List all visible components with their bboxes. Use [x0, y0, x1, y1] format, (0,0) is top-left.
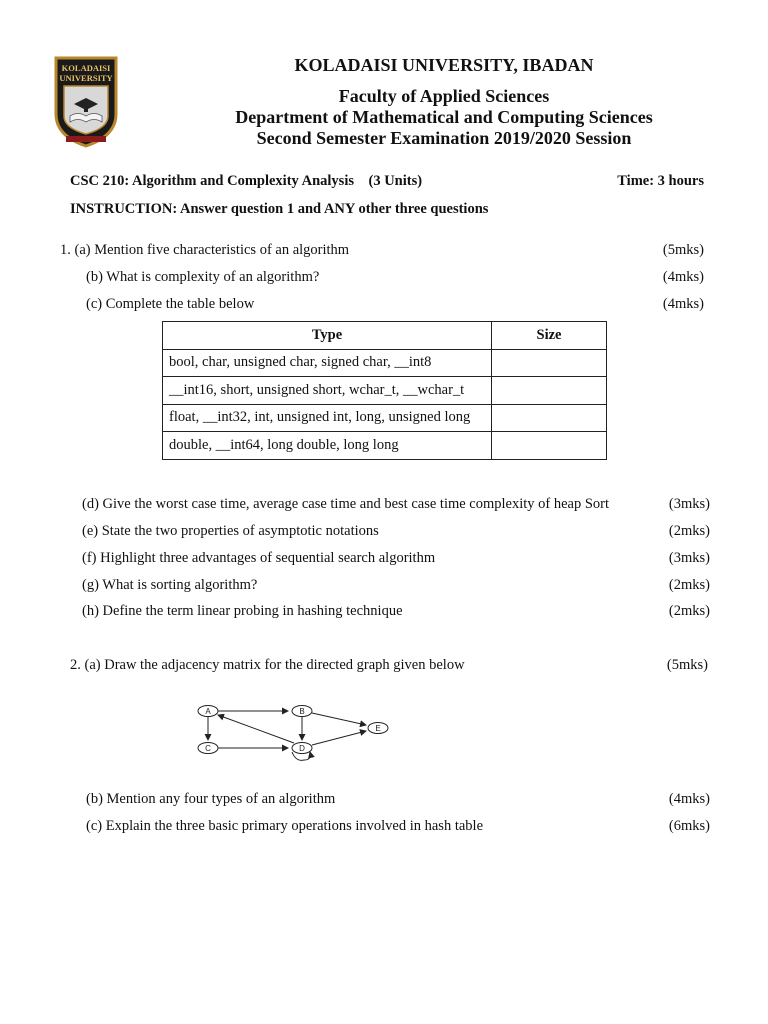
- q2c-marks: (6mks): [668, 818, 710, 834]
- exam-title: Second Semester Examination 2019/2020 Session: [256, 128, 632, 148]
- course-title: CSC 210: Algorithm and Complexity Analysis (3 Units): [70, 173, 423, 189]
- instruction: INSTRUCTION: Answer question 1 and ANY other three questions: [70, 201, 489, 217]
- university-name: KOLADAISI UNIVERSITY, IBADAN: [294, 55, 594, 75]
- q2b-marks: (4mks): [668, 791, 710, 807]
- table-row: [163, 404, 607, 432]
- graph-node-label: D: [299, 744, 305, 753]
- graph-node-a: [198, 706, 218, 717]
- directed-graph-figure: [192, 700, 404, 764]
- edge-d-e: [312, 731, 366, 745]
- directed-graph-svg: [192, 700, 404, 764]
- q2c-text: (c) Explain the three basic primary operations involved in hash table: [86, 818, 484, 834]
- q1c-marks: (4mks): [662, 296, 704, 312]
- logo-text-line2: UNIVERSITY: [59, 73, 113, 83]
- types-size-table: [162, 321, 607, 460]
- table-header-size: Size: [492, 322, 607, 350]
- table-cell-size: [492, 349, 607, 377]
- table-cell-size: [492, 432, 607, 460]
- faculty-name: Faculty of Applied Sciences: [338, 86, 550, 106]
- graph-node-b: [292, 706, 312, 717]
- q2a-text: 2. (a) Draw the adjacency matrix for the directed graph given below: [70, 657, 465, 673]
- q2b-text: (b) Mention any four types of an algorithm: [86, 791, 336, 807]
- table-row: [163, 349, 607, 377]
- q1e-text: (e) State the two properties of asymptotic notations: [82, 523, 379, 539]
- graph-node-label: A: [205, 707, 211, 716]
- table-cell-type: float, __int32, int, unsigned int, long, unsigned long: [163, 404, 492, 432]
- graph-node-label: E: [375, 724, 381, 733]
- table-header-type: Type: [163, 322, 492, 350]
- q1b-text: (b) What is complexity of an algorithm?: [86, 269, 320, 285]
- q1f-text: (f) Highlight three advantages of sequential search algorithm: [82, 550, 436, 566]
- q1d-marks: (3mks): [668, 496, 710, 512]
- q1b-marks: (4mks): [662, 269, 704, 285]
- table-row: [163, 432, 607, 460]
- q1h-marks: (2mks): [668, 603, 710, 619]
- graph-node-e: [368, 723, 388, 734]
- q1a-text: 1. (a) Mention five characteristics of an algorithm: [60, 242, 350, 258]
- edge-b-e: [312, 713, 366, 725]
- q1d-text: (d) Give the worst case time, average case time and best case time complexity of heap Sort: [82, 496, 610, 512]
- graph-node-d: [292, 743, 312, 754]
- table-header-row: [163, 322, 607, 350]
- exam-duration: Time: 3 hours: [617, 173, 704, 189]
- edge-d-a: [218, 715, 294, 743]
- q1e-marks: (2mks): [668, 523, 710, 539]
- graph-node-label: B: [299, 707, 305, 716]
- q1g-marks: (2mks): [668, 577, 710, 593]
- logo-text-line1: KOLADAISI: [61, 63, 111, 73]
- q1g-text: (g) What is sorting algorithm?: [82, 577, 258, 593]
- table-cell-size: [492, 404, 607, 432]
- table-cell-size: [492, 377, 607, 405]
- department-name: Department of Mathematical and Computing Sciences: [235, 107, 653, 127]
- q2a-marks: (5mks): [666, 657, 708, 673]
- graph-node-c: [198, 743, 218, 754]
- table-cell-type: bool, char, unsigned char, signed char, __int8: [163, 349, 492, 377]
- q1a-marks: (5mks): [662, 242, 704, 258]
- table-cell-type: double, __int64, long double, long long: [163, 432, 492, 460]
- q1f-marks: (3mks): [668, 550, 710, 566]
- table-row: [163, 377, 607, 405]
- q1h-text: (h) Define the term linear probing in hashing technique: [82, 603, 403, 619]
- table-cell-type: __int16, short, unsigned short, wchar_t, __wchar_t: [163, 377, 492, 405]
- q1c-text: (c) Complete the table below: [86, 296, 255, 312]
- graph-node-label: C: [205, 744, 211, 753]
